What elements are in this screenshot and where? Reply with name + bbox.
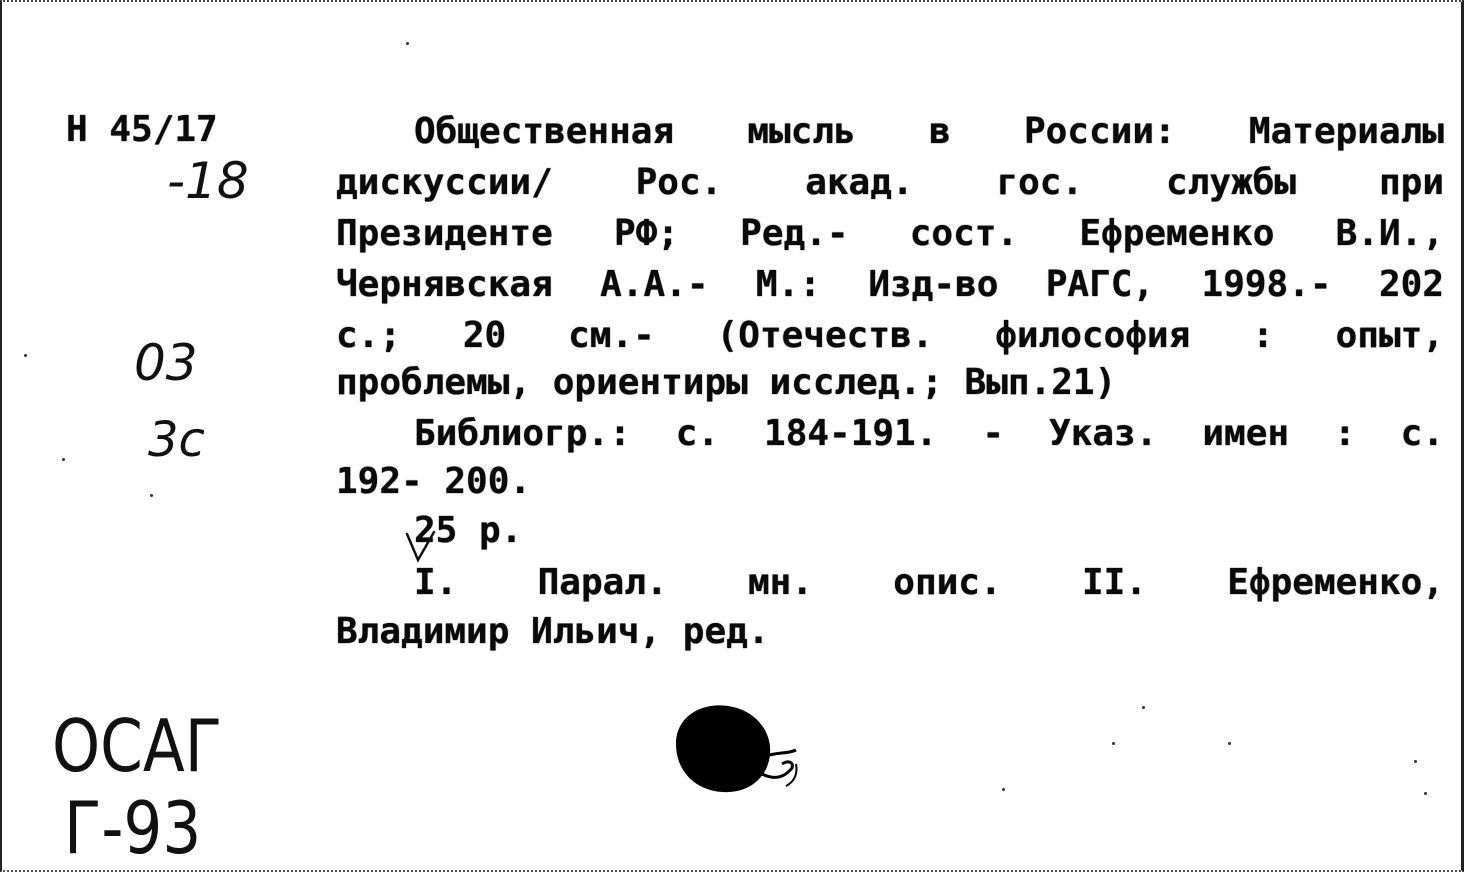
description-line-1: Общественная мысль в России: Материалы <box>414 111 1444 152</box>
bibliography-note-line-2: 192- 200. <box>336 461 532 502</box>
description-line-5: с.; 20 см.- (Отечеств. философия : опыт, <box>336 315 1444 356</box>
description-line-3: Президенте РФ; Ред.- сост. Ефременко В.И., <box>336 213 1444 254</box>
speck <box>62 458 65 461</box>
speck <box>1228 742 1231 745</box>
speck <box>24 354 27 357</box>
handwritten-location-g93: Г-93 <box>64 786 202 870</box>
call-number: Н 45/17 <box>66 109 218 150</box>
speck <box>1424 792 1427 795</box>
speck <box>1002 788 1005 791</box>
speck <box>1414 760 1417 763</box>
speck <box>150 494 153 497</box>
tracing-line-1: I. Парал. мн. опис. II. Ефременко, <box>414 562 1444 603</box>
tracing-line-2: Владимир Ильич, ред. <box>336 611 770 652</box>
description-line-4: Чернявская А.А.- М.: Изд-во РАГС, 1998.- 202 <box>336 264 1444 305</box>
handwritten-location-osag: ОСАГ <box>52 704 223 788</box>
bibliography-note-line-1: Библиогр.: с. 184-191. - Указ. имен : с. <box>414 413 1444 454</box>
handwritten-call-suffix: -18 <box>167 152 249 210</box>
price: 25 р. <box>414 510 523 551</box>
punched-hole <box>666 698 806 802</box>
handwritten-check-mark <box>404 530 438 566</box>
description-line-6: проблемы, ориентиры исслед.; Вып.21) <box>336 362 1117 403</box>
handwritten-mark-3c: 3с <box>148 412 205 468</box>
speck <box>1142 706 1145 709</box>
description-line-2: дискуссии/ Рос. акад. гос. службы при <box>336 162 1444 203</box>
speck <box>1112 742 1115 745</box>
speck <box>406 42 409 45</box>
handwritten-mark-03: 03 <box>134 334 198 392</box>
